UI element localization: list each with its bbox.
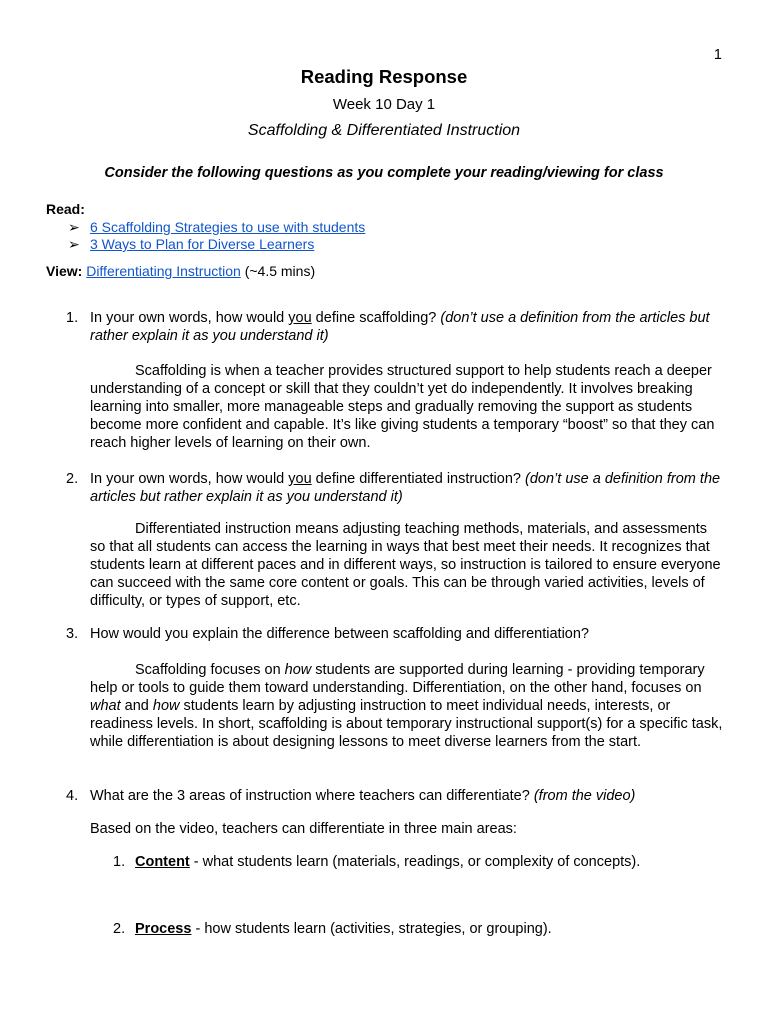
arrow-bullet-icon: ➢ (68, 236, 80, 252)
view-duration: (~4.5 mins) (240, 263, 316, 279)
question-text: How would you explain the difference between scaffolding and differentiation? (90, 626, 589, 642)
view-label: View: (46, 263, 83, 279)
page-number: 1 (713, 47, 722, 63)
read-item-1 (68, 219, 365, 236)
area-desc: - what students learn (materials, readings, or complexity of concepts). (189, 854, 641, 870)
document-subtitle: Week 10 Day 1 (332, 96, 436, 113)
question-text: In your own words, how would you define differentiated instruction? (don’t use a definition from the articles but rather explain it as you understand it) (90, 471, 721, 505)
view-line (46, 263, 315, 279)
read-item-2 (68, 236, 314, 253)
area-text (135, 853, 725, 871)
area-text (135, 920, 725, 938)
arrow-bullet-icon: ➢ (68, 219, 80, 235)
read-link-diverse-learners[interactable]: 3 Ways to Plan for Diverse Learners (90, 236, 315, 252)
answer-1: Scaffolding is when a teacher provides structured support to help students reach a deeper understanding of a concept or skill that they couldn’t yet do independently. It involves breaking learning into smaller, more manageable steps and gradually removing the support as students become more confident and capable. It’s like giving students a temporary “boost” so that they can reach higher levels of learning on their own. (90, 363, 715, 451)
area-desc: - how students learn (activities, strategies, or grouping). (191, 921, 552, 937)
question-text: In your own words, how would you define scaffolding? (don’t use a definition from the articles but rather explain it as you understand it) (90, 310, 710, 344)
instruction-line: Consider the following questions as you complete your reading/viewing for class (104, 165, 664, 181)
view-link-differentiating-instruction[interactable]: Differentiating Instruction (86, 263, 241, 279)
question-number: 4. (66, 788, 79, 804)
answer-4-intro: Based on the video, teachers can differentiate in three main areas: (90, 821, 517, 837)
read-link-scaffolding-strategies[interactable]: 6 Scaffolding Strategies to use with students (90, 219, 366, 235)
area-number: 1. (113, 854, 126, 870)
area-number: 2. (113, 921, 126, 937)
area-term: Process (135, 921, 192, 937)
question-number: 1. (66, 310, 79, 326)
document-topic: Scaffolding & Differentiated Instruction (247, 122, 521, 139)
area-term: Content (135, 854, 190, 870)
read-label: Read: (46, 201, 85, 217)
question-number: 3. (66, 626, 79, 642)
question-number: 2. (66, 471, 79, 487)
answer-2: Differentiated instruction means adjusting teaching methods, materials, and assessments so that all students can access the learning in ways that best meet their needs. It recognizes that students learn at different paces and in different ways, so instruction is tailored to ensure everyone can succeed with the same core content or goals. This can be through varied activities, levels of difficulty, or types of support, etc. (90, 521, 721, 609)
question-text: What are the 3 areas of instruction where teachers can differentiate? (from the video) (90, 788, 636, 804)
document-title: Reading Response (300, 66, 468, 87)
answer-3: Scaffolding focuses on how students are supported during learning - providing temporary help or tools to guide them toward understanding. Differentiation, on the other hand, focuses on what and how students learn by adjusting instruction to meet individual needs, interests, or readiness levels. In short, scaffolding is about temporary instructional support(s) for a specific task, while differentiation is about designing lessons to meet diverse learners from the start. (90, 662, 723, 750)
